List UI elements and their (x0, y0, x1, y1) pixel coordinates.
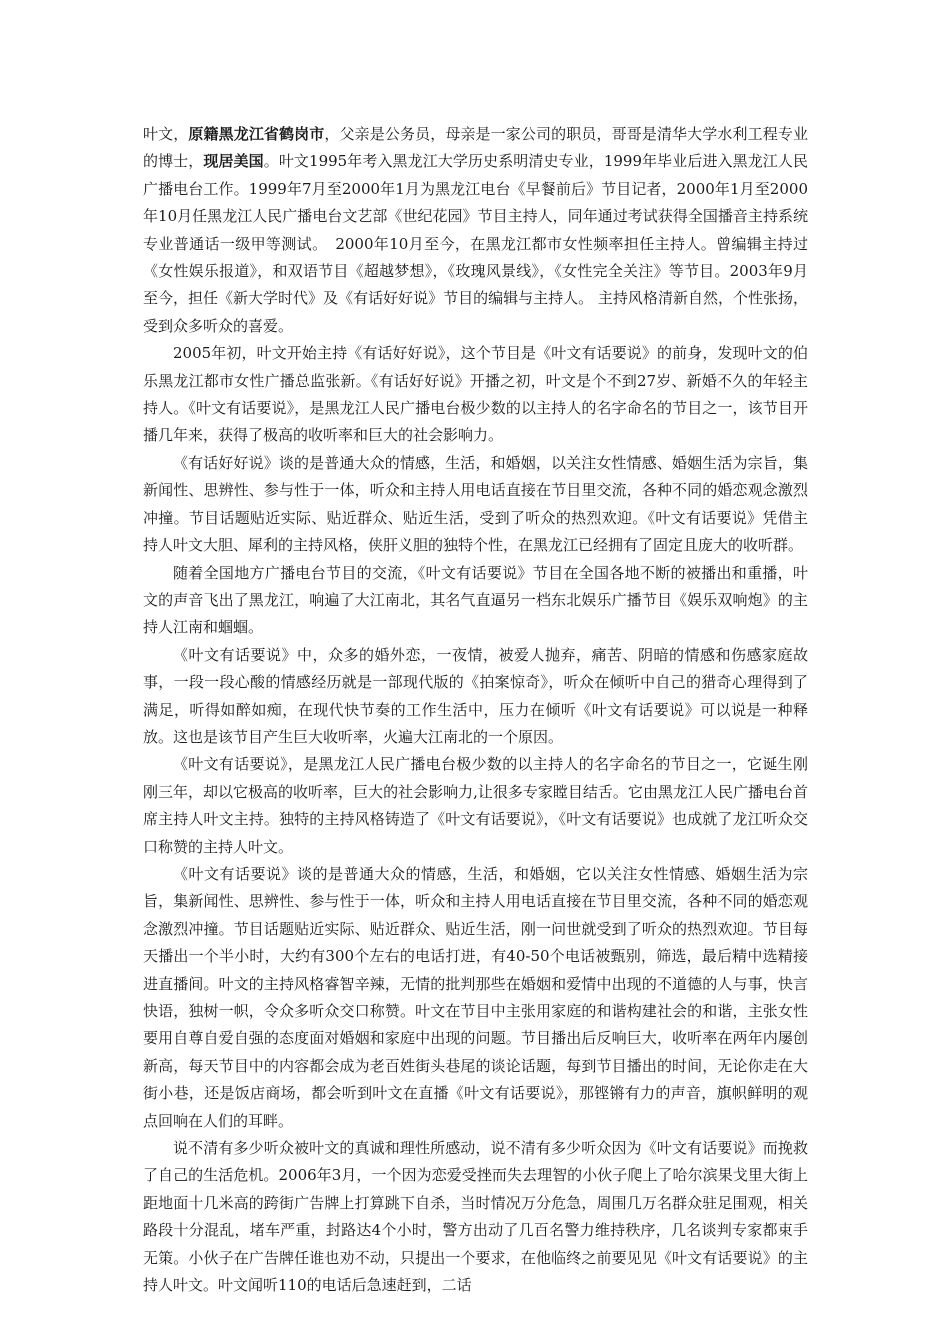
text-segment: 《叶文有话要说》谈的是普通大众的情感，生活，和婚姻，它以关注女性情感、婚姻生活为宗旨，集新闻性、思辨性、参与性于一体，听众和主持人用电话直接在节目里交流，各种不同的婚恋观念激烈冲撞。节目话题贴近实际、贴近群众、贴近生活，刚一问世就受到了听众的热烈欢迎。节目每天播出一个半小时，大约有300个左右的电话打进，有40-50个电话被甄别，筛选，最后精中选精接进直播间。叶文的主持风格睿智辛辣，无情的批判那些在婚姻和爱情中出现的不道德的人与事，快言快语，独树一帜，令众多听众交口称赞。叶文在节目中主张用家庭的和谐构建社会的和谐，主张女性要用自尊自爱自强的态度面对婚姻和家庭中出现的问题。节目播出后反响巨大，收听率在两年内屡创新高，每天节目中的内容都会成为老百姓街头巷尾的谈论话题，每到节目播出的时间，无论你走在大街小巷，还是饭店商场，都会听到叶文在直播《叶文有话要说》，那铿锵有力的声音，旗帜鲜明的观点回响在人们的耳畔。 (143, 864, 808, 1130)
text-segment: 《叶文有话要说》中，众多的婚外恋，一夜情，被爱人抛弃，痛苦、阴暗的情感和伤感家庭故事，一段一段心酸的情感经历就是一部现代版的《拍案惊奇》，听众在倾听中自己的猎奇心理得到了满足，听得如醉如痴，在现代快节奏的工作生活中，压力在倾听《叶文有话要说》可以说是一种释放。这也是该节目产生巨大收听率，火遍大江南北的一个原因。 (143, 645, 808, 746)
text-segment: 2005年初，叶文开始主持《有话好好说》，这个节目是《叶文有话要说》的前身，发现叶文的伯乐黑龙江都市女性广播总监张新。《有话好好说》开播之初，叶文是个不到27岁、新婚不久的年轻主持人。《叶文有话要说》，是黑龙江人民广播电台极少数的以主持人的名字命名的节目之一，该节目开播几年来，获得了极高的收听率和巨大的社会影响力。 (143, 344, 808, 445)
paragraph (143, 450, 808, 560)
paragraph (143, 642, 808, 752)
text-segment: 说不清有多少听众被叶文的真诚和理性所感动，说不清有多少听众因为《叶文有话要说》而挽救了自己的生活危机。2006年3月，一个因为恋爱受挫而失去理智的小伙子爬上了哈尔滨果戈里大街上距地面十几米高的跨街广告牌上打算跳下自杀，当时情况万分危急，周围几万名群众驻足围观，相关路段十分混乱，堵车严重，封路达4个小时，警方出动了几百名警力维持秩序，几名谈判专家都束手无策。小伙子在广告牌任谁也劝不动，只提出一个要求，在他临终之前要见见《叶文有话要说》的主持人叶文。叶文闻听110的电话后急速赶到，二话 (143, 1139, 808, 1295)
paragraph (143, 751, 808, 861)
paragraph (143, 861, 808, 1135)
paragraph (143, 340, 808, 450)
paragraph-biography (143, 121, 808, 340)
text-segment: 随着全国地方广播电台节目的交流，《叶文有话要说》节目在全国各地不断的被播出和重播，叶文的声音飞出了黑龙江，响遍了大江南北，其名气直逼另一档东北娱乐广播节目《娱乐双响炮》的主持人江南和蝈蝈。 (143, 563, 808, 637)
text-segment-bold: 原籍黑龙江省鹤岗市 (188, 125, 325, 143)
paragraph (143, 560, 808, 642)
text-segment: 《有话好好说》谈的是普通大众的情感，生活，和婚姻，以关注女性情感、婚姻生活为宗旨，集新闻性、思辨性、参与性于一体，听众和主持人用电话直接在节目里交流，各种不同的婚恋观念激烈冲撞。节目话题贴近实际、贴近群众、贴近生活，受到了听众的热烈欢迎。《叶文有话要说》凭借主持人叶文大胆、犀利的主持风格，侠肝义胆的独特个性，在黑龙江已经拥有了固定且庞大的收听群。 (143, 453, 808, 555)
paragraph (143, 1135, 808, 1299)
text-segment-bold: 现居美国 (203, 152, 264, 171)
text-segment: 叶文， (143, 125, 189, 143)
text-segment: 。叶文1995年考入黑龙江大学历史系明清史专业，1999年毕业后进入黑龙江人民广播电台工作。1999年7月至2000年1月为黑龙江电台《早餐前后》节目记者，2000年1月至2000年10月任黑龙江人民广播电台文艺部《世纪花园》节目主持人，同年通过考试获得全国播音主持系统专业普通话一级甲等测试。 2000年10月至今，在黑龙江都市女性频率担任主持人。曾编辑主持过《女性娱乐报道》，和双语节目《超越梦想》，《玫瑰风景线》，《女性完全关注》等节目。2003年9月至今，担任《新大学时代》及《有话好好说》节目的编辑与主持人。 主持风格清新自然，个性张扬，受到众多听众的喜爱。 (143, 152, 808, 335)
text-segment: 《叶文有话要说》，是黑龙江人民广播电台极少数的以主持人的名字命名的节目之一，它诞生刚刚三年，却以它极高的收听率，巨大的社会影响力,让很多专家瞠目结舌。它由黑龙江人民广播电台首席主持人叶文主持。独特的主持风格铸造了《叶文有话要说》，《叶文有话要说》也成就了龙江听众交口称赞的主持人叶文。 (143, 755, 808, 856)
text-segment: ，父亲是公务员，母亲是一家公司的职员，哥哥是清华大学水利工程专业的博士， (143, 125, 808, 171)
article-body (143, 121, 808, 1299)
